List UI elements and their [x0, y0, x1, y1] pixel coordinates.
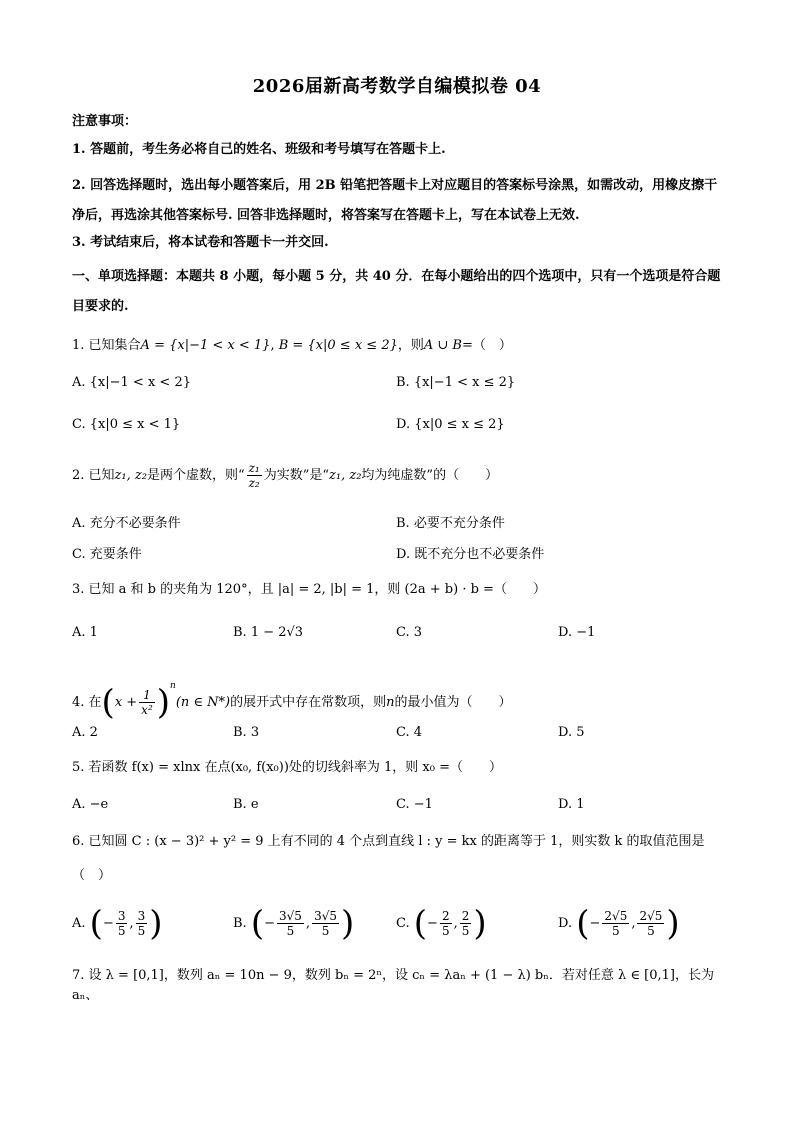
q5-option-a: A. −e	[72, 797, 109, 812]
q6-c-num-1: 2	[441, 909, 450, 923]
q4-exponent: n	[170, 681, 176, 691]
q6-c-paren-open: (	[413, 903, 428, 944]
question-1: 1. 已知集合A = {x|−1 < x < 1}, B = {x|0 ≤ x ≤ 2}，则A ∪ B=（ ）	[72, 338, 512, 353]
q1-set-b: B = {x|0 ≤ x ≤ 2}	[278, 338, 398, 353]
q1-stem-c: =（ ）	[461, 338, 512, 353]
q6-c-den-1: 5	[441, 924, 450, 938]
note-3: 3. 考试结束后，将本试卷和答题卡一并交回.	[72, 235, 329, 250]
q1-stem-b: ，则	[397, 338, 424, 353]
q2-frac-num: z₁	[248, 461, 260, 475]
q4-stem-c: 的最小值为（ ）	[394, 695, 512, 710]
q1-option-d: D. {x|0 ≤ x ≤ 2}	[396, 417, 505, 432]
q6-a-den-1: 5	[117, 924, 126, 938]
page-title: 2026届新高考数学自编模拟卷 04	[252, 76, 542, 97]
q5-option-c: C. −1	[396, 797, 433, 812]
q4-paren-open: (	[101, 682, 115, 723]
q4-x: x +	[114, 695, 138, 710]
q2-z2: z₁, z₂	[329, 468, 362, 483]
q6-d-paren-close: )	[666, 903, 680, 944]
q6-d-num-1: 2√5	[604, 909, 628, 923]
q6-a-paren-open: (	[89, 903, 103, 944]
q6-d-den-2: 5	[647, 924, 655, 938]
q6-a-den-2: 5	[137, 924, 146, 938]
q2-option-b: B. 必要不充分条件	[396, 516, 505, 531]
q2-frac-den: z₂	[248, 476, 260, 490]
note-1: 1. 答题前，考生务必将自己的姓名、班级和考号填写在答题卡上.	[72, 142, 446, 157]
q6-d-num-2: 2√5	[639, 909, 663, 923]
q2-stem-c: 为实数”是“	[263, 468, 330, 483]
q3-option-c: C. 3	[396, 625, 423, 640]
q4-condition: (n ∈ N*)	[175, 695, 231, 710]
q4-option-b: B. 3	[233, 725, 260, 740]
q6-b-paren-open: (	[250, 903, 265, 944]
q1-option-c: C. {x|0 ≤ x < 1}	[72, 417, 181, 432]
q4-option-a: A. 2	[72, 725, 98, 740]
q6-option-b: B. (− $\frac{3√5}{5}$ , $\frac{3√5}{5}$ )	[233, 903, 355, 944]
q6-c-paren-close: )	[473, 903, 487, 944]
q1-option-b: B. {x|−1 < x ≤ 2}	[396, 375, 516, 390]
q4-frac-den: x²	[141, 703, 153, 717]
q2-stem-a: 2. 已知	[72, 468, 115, 483]
q1-stem-a: 1. 已知集合	[72, 338, 141, 353]
q5-option-b: B. e	[233, 797, 259, 812]
section-heading: 一、单项选择题：本题共 8 小题，每小题 5 分，共 40 分．在每小题给出的四个选项中，只有一个选项是符合题目要求的.	[72, 269, 721, 314]
q6-b-num-2: 3√5	[314, 909, 337, 923]
q1-option-a: A. {x|−1 < x < 2}	[72, 375, 191, 390]
q6-b-paren-close: )	[340, 903, 355, 944]
q2-fraction	[247, 461, 262, 490]
question-5: 5. 若函数 f(x) = xlnx 在点(x₀, f(x₀))处的切线斜率为 1，则 x₀ =（ ）	[72, 760, 502, 775]
q4-stem-b: 的展开式中存在常数项，则	[230, 695, 387, 710]
q6-a-frac-1	[116, 909, 128, 938]
q4-option-d: D. 5	[558, 725, 585, 740]
question-6: 6. 已知圆 C : (x − 3)² + y² = 9 上有不同的 4 个点到直线 l : y = kx 的距离等于 1，则实数 k 的取值范围是	[72, 834, 705, 849]
q6-d-den-1: 5	[612, 924, 620, 938]
q4-option-c: C. 4	[396, 725, 423, 740]
q6-c-den-2: 5	[461, 924, 470, 938]
q4-frac-num: 1	[139, 688, 155, 703]
q6-d-label: D.	[558, 916, 573, 931]
q6-c-num-2: 2	[461, 909, 470, 923]
q3-option-d: D. −1	[558, 625, 596, 640]
q2-option-c: C. 充要条件	[72, 547, 142, 562]
q4-paren-close: )	[156, 682, 171, 723]
q6-a-label: A.	[72, 916, 86, 931]
q3-option-b: B. 1 − 2√3	[233, 625, 304, 640]
q6-b-frac-1	[277, 909, 304, 938]
q2-stem-b: 是两个虚数，则“	[146, 468, 245, 483]
q6-d-paren-open: (	[576, 903, 590, 944]
q4-fraction	[139, 688, 155, 717]
q3-option-a: A. 1	[72, 625, 98, 640]
question-3: 3. 已知 a 和 b 的夹角为 120°，且 |a| = 2, |b| = 1，则 (2a + b) · b =（ ）	[72, 582, 546, 597]
q6-b-label: B.	[233, 916, 247, 931]
q4-stem-a: 4. 在	[72, 695, 102, 710]
q6-a-paren-close: )	[149, 903, 163, 944]
q6-paren: （ ）	[72, 868, 112, 883]
question-7: 7. 设 λ = [0,1]，数列 aₙ = 10n − 9，数列 bₙ = 2ⁿ，设 cₙ = λaₙ + (1 − λ) bₙ．若对任意 λ ∈ [0,1]，长为 aₙ、	[72, 968, 714, 1003]
q2-option-a: A. 充分不必要条件	[72, 516, 181, 531]
q6-a-num-2: 3	[137, 909, 146, 923]
q6-a-frac-2	[136, 909, 148, 938]
q2-option-d: D. 既不充分也不必要条件	[396, 547, 545, 562]
question-4	[72, 664, 732, 725]
notes-heading: 注意事项：	[72, 114, 138, 129]
q6-c-frac-2	[460, 909, 472, 938]
q6-b-frac-2	[312, 909, 339, 938]
q6-b-num-1: 3√5	[279, 909, 302, 923]
q6-d-frac-2	[637, 909, 664, 938]
q6-b-den-2: 5	[321, 924, 330, 938]
q1-expr: A ∪ B	[423, 338, 462, 353]
q6-option-a: A. (− $\frac{3}{5}$ , $\frac{3}{5}$ )	[72, 903, 163, 944]
q1-set-a: A = {x|−1 < x < 1}	[140, 338, 271, 353]
q6-c-frac-1	[440, 909, 452, 938]
q6-b-den-1: 5	[286, 924, 295, 938]
q5-option-d: D. 1	[558, 797, 585, 812]
q4-n: n	[386, 695, 395, 710]
q2-stem-d: 均为纯虚数”的（ ）	[361, 468, 499, 483]
q6-option-d: D. (− $\frac{2√5}{5}$ , $\frac{2√5}{5}$ )	[558, 903, 680, 944]
q6-d-frac-1	[602, 909, 629, 938]
q6-option-c: C. (− $\frac{2}{5}$ , $\frac{2}{5}$ )	[396, 903, 487, 944]
q2-z: z₁, z₂	[114, 468, 147, 483]
question-2	[72, 458, 732, 494]
q6-a-num-1: 3	[117, 909, 126, 923]
note-2: 2. 回答选择题时，选出每小题答案后，用 2B 铅笔把答题卡上对应题目的答案标号涂黑，如需改动，用橡皮擦干净后，再选涂其他答案标号. 回答非选择题时，将答案写在答题卡上，写在本试卷上无效.	[72, 178, 718, 223]
q6-c-label: C.	[396, 916, 410, 931]
